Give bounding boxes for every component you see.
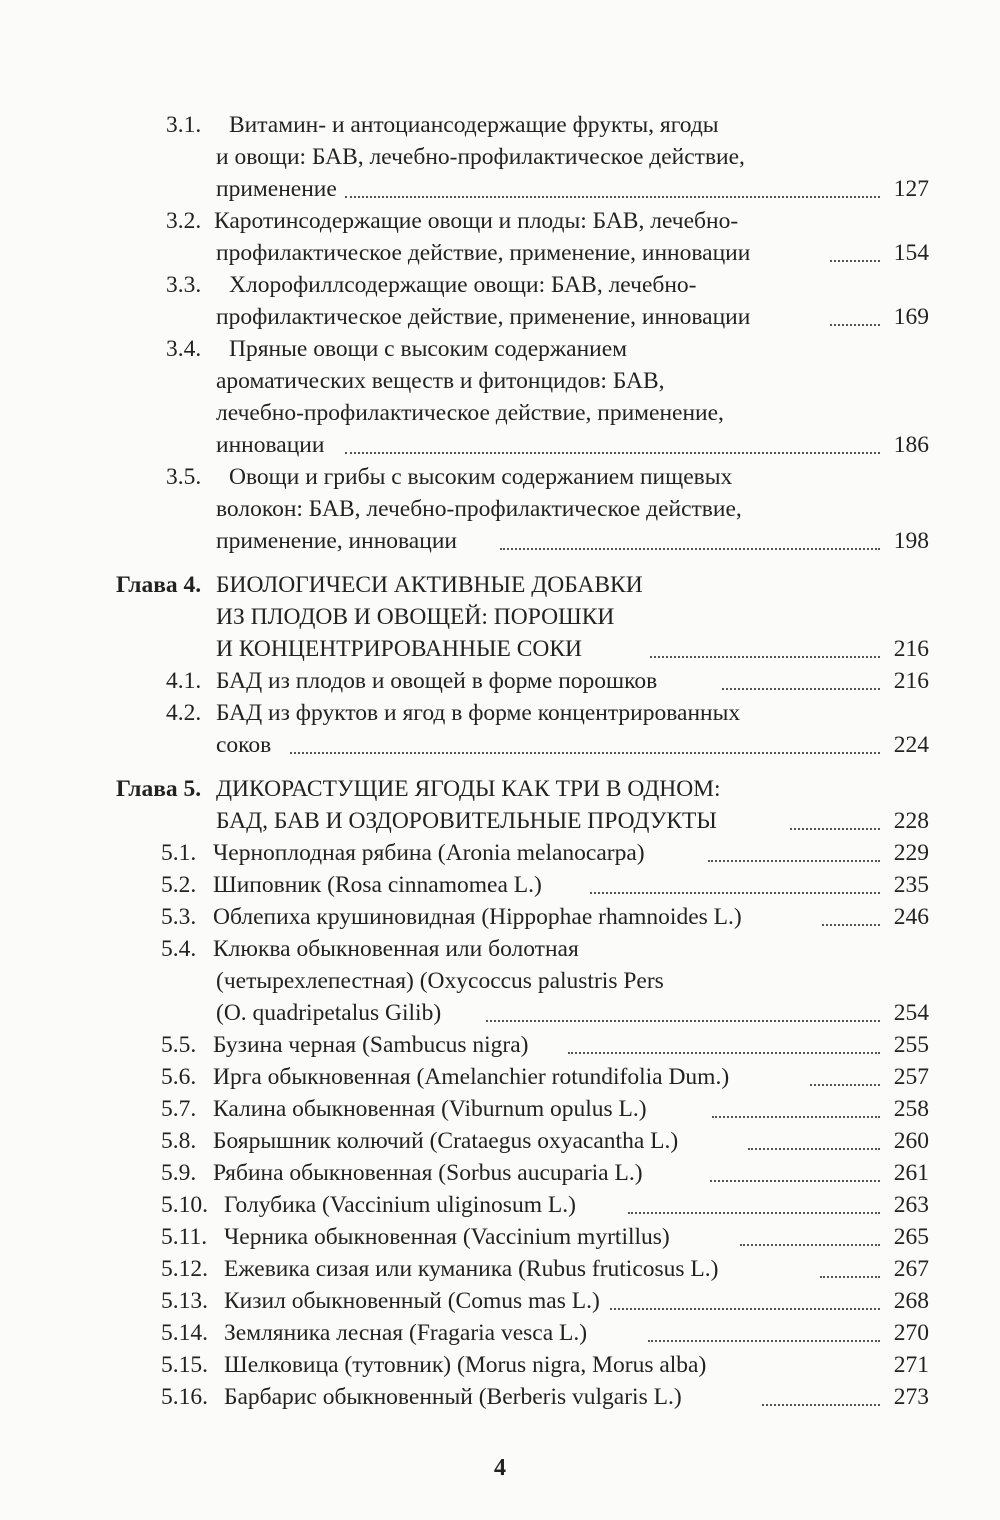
section-number: 5.13. [161,1288,208,1314]
toc-entry-3-4-cont [0,396,1000,430]
dot-leader [712,1116,880,1118]
section-title-line: соков [216,732,272,758]
section-number: 4.2. [166,700,202,726]
toc-entry-5-15 [0,1348,1000,1382]
dot-leader [650,656,880,658]
section-title-line: инновации [216,432,325,458]
section-title-line: БАД из фруктов и ягод в форме концентрированных [216,700,741,726]
toc-chapter-4-cont [0,632,1000,666]
page-number: 261 [893,1160,929,1186]
section-title-line: профилактическое действие, применение, инновации [216,240,751,266]
dot-leader [590,892,880,894]
chapter-title-line: ДИКОРАСТУЩИЕ ЯГОДЫ КАК ТРИ В ОДНОМ: [216,776,721,802]
page-number: 271 [893,1352,929,1378]
toc-entry-5-14 [0,1316,1000,1350]
section-number: 3.3. [166,272,202,298]
section-title-line: Клюква обыкновенная или болотная [213,936,579,962]
section-number: 5.3. [161,904,197,930]
chapter-label: Глава 4. [116,572,202,598]
section-title-line: Черника обыкновенная (Vaccinium myrtillus) [224,1224,670,1250]
section-number: 5.10. [161,1192,208,1218]
dot-leader [810,1084,880,1086]
toc-entry-5-11 [0,1220,1000,1254]
section-title-line: Черноплодная рябина (Aronia melanocarpa) [213,840,645,866]
toc-entry-3-3-cont [0,300,1000,334]
section-number: 5.6. [161,1064,197,1090]
toc-entry-5-8 [0,1124,1000,1158]
toc-entry-4-2-cont [0,728,1000,762]
dot-leader [568,1052,880,1054]
page-number: 235 [893,872,929,898]
toc-chapter-4 [0,568,1000,602]
section-title-line: Рябина обыкновенная (Sorbus aucuparia L.) [213,1160,643,1186]
section-title-line: Барбарис обыкновенный (Berberis vulgaris L.) [224,1384,682,1410]
folio-page-number: 4 [494,1455,506,1481]
chapter-title-line: ИЗ ПЛОДОВ И ОВОЩЕЙ: ПОРОШКИ [216,604,615,630]
page-number: 267 [893,1256,929,1282]
page-number: 257 [893,1064,929,1090]
toc-chapter-5 [0,772,1000,806]
section-number: 5.5. [161,1032,197,1058]
section-title-line: Ежевика сизая или куманика (Rubus fruticosus L.) [224,1256,719,1282]
section-title-line: Витамин- и антоциансодержащие фрукты, ягоды [229,112,719,138]
dot-leader [710,1180,880,1182]
section-number: 5.8. [161,1128,197,1154]
section-title-line: профилактическое действие, применение, инновации [216,304,751,330]
page-number: 255 [893,1032,929,1058]
page-number: 265 [893,1224,929,1250]
section-title-line: применение [216,176,337,202]
chapter-label: Глава 5. [116,776,202,802]
toc-entry-5-13 [0,1284,1000,1318]
section-number: 5.1. [161,840,197,866]
section-title-line: БАД из плодов и овощей в форме порошков [216,668,658,694]
toc-entry-5-9 [0,1156,1000,1190]
section-number: 5.14. [161,1320,208,1346]
toc-entry-3-1-cont [0,140,1000,174]
toc-entry-3-5-cont [0,524,1000,558]
toc-entry-5-4 [0,932,1000,966]
toc-entry-5-12 [0,1252,1000,1286]
section-title-line: Земляника лесная (Fragaria vesca L.) [224,1320,588,1346]
dot-leader [708,860,880,862]
section-title-line: Голубика (Vaccinium uliginosum L.) [224,1192,576,1218]
section-number: 3.5. [166,464,202,490]
section-number: 5.4. [161,936,197,962]
toc-entry-3-4-cont [0,428,1000,462]
toc-chapter-4-cont [0,600,1000,634]
toc-entry-3-3 [0,268,1000,302]
toc-entry-5-10 [0,1188,1000,1222]
dot-leader [610,1308,880,1310]
toc-entry-4-2 [0,696,1000,730]
toc-entry-5-5 [0,1028,1000,1062]
toc-entry-5-16 [0,1380,1000,1414]
toc-entry-5-4-cont [0,996,1000,1030]
section-number: 5.2. [161,872,197,898]
section-title-line: Боярышник колючий (Crataegus oxyacantha L.) [213,1128,679,1154]
section-number: 4.1. [166,668,202,694]
page-number: 246 [893,904,929,930]
section-title-line: и овощи: БАВ, лечебно-профилактическое действие, [216,144,745,170]
toc-entry-3-4 [0,332,1000,366]
page-number: 254 [893,1000,929,1026]
dot-leader [748,1148,880,1150]
dot-leader [500,548,880,550]
toc-entry-5-1 [0,836,1000,870]
dot-leader [790,828,880,830]
toc-entry-3-2 [0,204,1000,238]
section-title-line: Хлорофиллсодержащие овощи: БАВ, лечебно- [229,272,697,298]
toc-entry-3-2-cont [0,236,1000,270]
section-title-line: (четырехлепестная) (Oxycoccus palustris Pers [216,968,664,994]
toc-chapter-5-cont [0,804,1000,838]
chapter-title-line: И КОНЦЕНТРИРОВАННЫЕ СОКИ [216,636,583,662]
page-number: 216 [893,636,929,662]
dot-leader [486,1020,880,1022]
section-number: 3.4. [166,336,202,362]
section-title-line: Облепиха крушиновидная (Hippophae rhamnoides L.) [213,904,742,930]
section-title-line: Кизил обыкновенный (Comus mas L.) [224,1288,600,1314]
page-number: 263 [893,1192,929,1218]
page-number: 127 [893,176,929,202]
page-number: 186 [893,432,929,458]
section-title-line: (O. quadripetalus Gilib) [216,1000,442,1026]
section-number: 5.16. [161,1384,208,1410]
toc-entry-4-1 [0,664,1000,698]
section-number: 5.11. [161,1224,208,1250]
page-number: 154 [893,240,929,266]
section-title-line: применение, инновации [216,528,457,554]
chapter-title-line: БИОЛОГИЧЕСИ АКТИВНЫЕ ДОБАВКИ [216,572,643,598]
toc-entry-5-4-cont [0,964,1000,998]
page-number: 224 [893,732,929,758]
dot-leader [740,1244,880,1246]
page-number: 270 [893,1320,929,1346]
page-number: 216 [893,668,929,694]
section-title-line: лечебно-профилактическое действие, применение, [216,400,724,426]
page-number: 229 [893,840,929,866]
dot-leader [345,452,880,454]
section-title-line: Шелковица (тутовник) (Morus nigra, Morus alba) [224,1352,707,1378]
page-number: 228 [893,808,929,834]
toc-entry-5-3 [0,900,1000,934]
section-title-line: Каротинсодержащие овощи и плоды: БАВ, лечебно- [214,208,739,234]
chapter-title-line: БАД, БАВ И ОЗДОРОВИТЕЛЬНЫЕ ПРОДУКТЫ [216,808,717,834]
section-number: 5.9. [161,1160,197,1186]
toc-entry-3-5 [0,460,1000,494]
dot-leader [290,752,880,754]
dot-leader [830,260,880,262]
section-title-line: Ирга обыкновенная (Amelanchier rotundifolia Dum.) [213,1064,730,1090]
toc-entry-5-6 [0,1060,1000,1094]
dot-leader [822,924,880,926]
section-title-line: ароматических веществ и фитонцидов: БАВ, [216,368,665,394]
section-title-line: Калина обыкновенная (Viburnum opulus L.) [213,1096,647,1122]
dot-leader [820,1276,880,1278]
toc-entry-3-1 [0,108,1000,142]
page-number: 198 [893,528,929,554]
toc-entry-5-2 [0,868,1000,902]
toc-entry-3-1-cont [0,172,1000,206]
dot-leader [830,324,880,326]
dot-leader [628,1212,880,1214]
toc-entry-3-4-cont [0,364,1000,398]
section-title-line: Шиповник (Rosa cinnamomea L.) [213,872,542,898]
section-number: 3.2. [166,208,202,234]
page-number: 169 [893,304,929,330]
section-title-line: Пряные овощи с высоким содержанием [229,336,628,362]
page-number: 268 [893,1288,929,1314]
section-number: 5.12. [161,1256,208,1282]
page-number: 258 [893,1096,929,1122]
section-number: 3.1. [166,112,202,138]
toc-entry-3-5-cont [0,492,1000,526]
section-title-line: Бузина черная (Sambucus nigra) [213,1032,529,1058]
dot-leader [722,688,880,690]
dot-leader [345,196,880,198]
toc-entry-5-7 [0,1092,1000,1126]
section-title-line: волокон: БАВ, лечебно-профилактическое действие, [216,496,742,522]
dot-leader [648,1340,880,1342]
page-number: 260 [893,1128,929,1154]
section-number: 5.7. [161,1096,197,1122]
section-number: 5.15. [161,1352,208,1378]
section-title-line: Овощи и грибы с высоким содержанием пищевых [229,464,733,490]
page-number: 273 [893,1384,929,1410]
dot-leader [762,1404,880,1406]
